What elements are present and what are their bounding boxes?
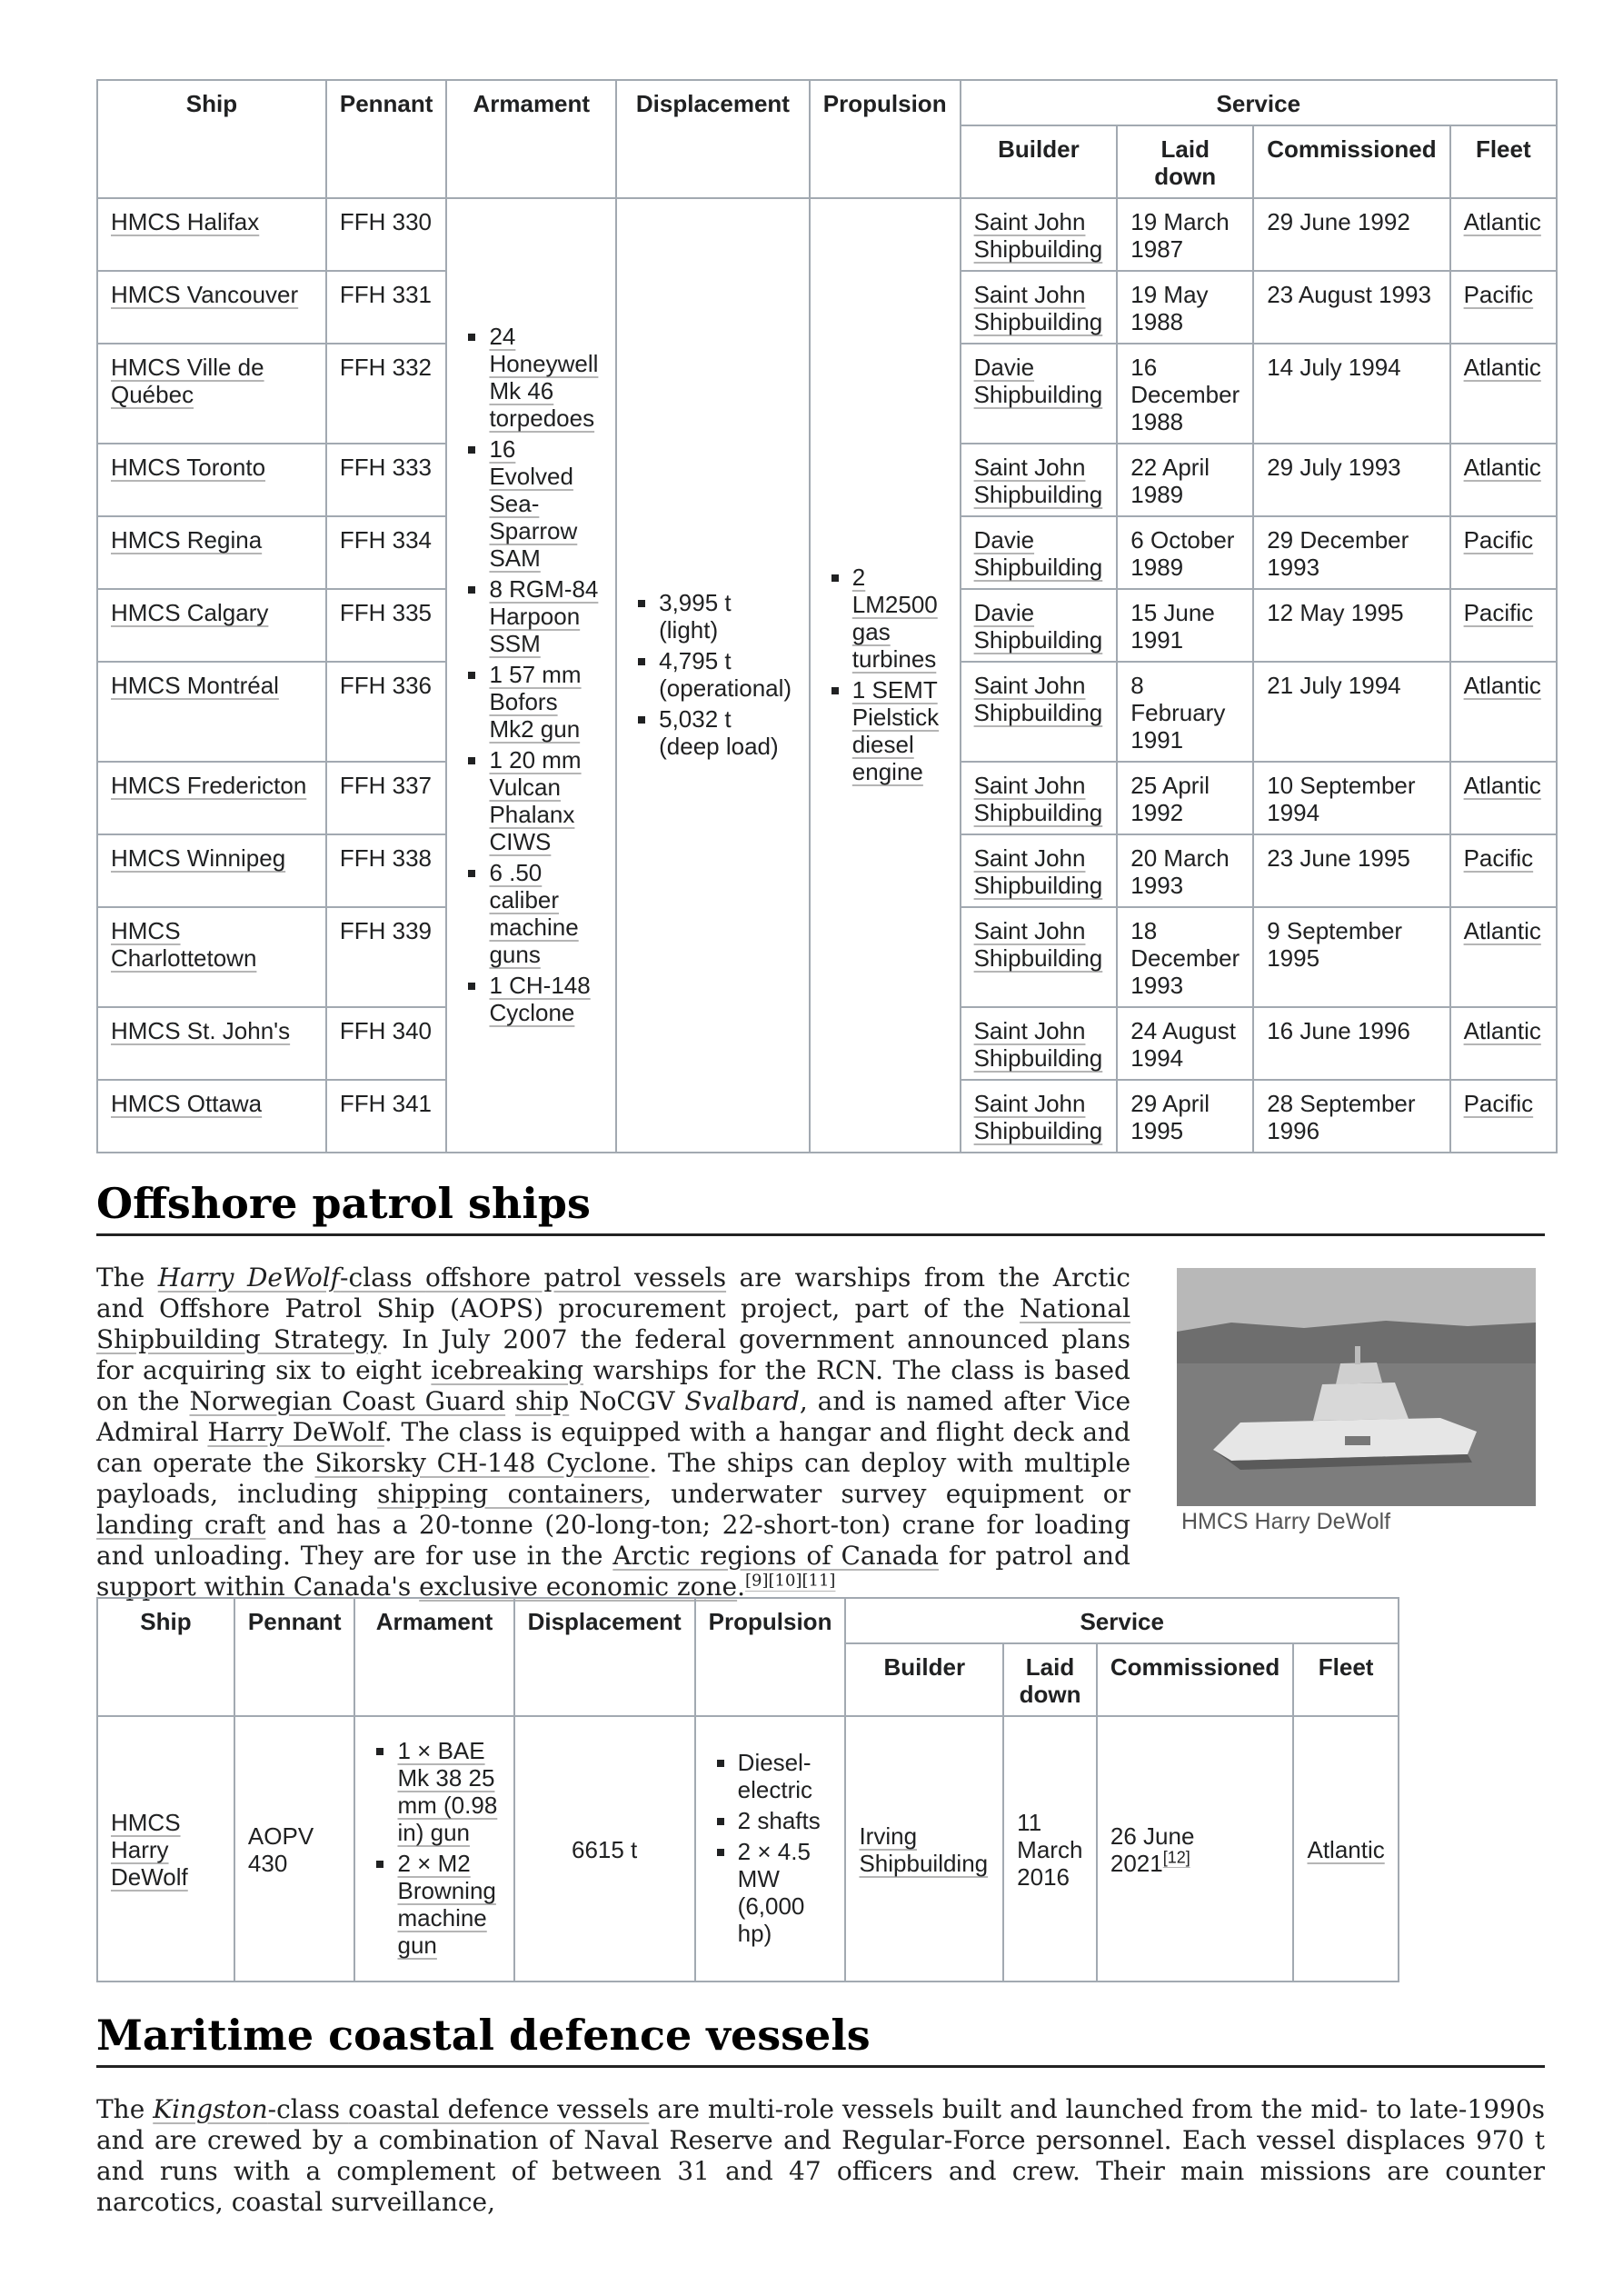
ship-link[interactable]: HMCS Montréal: [111, 672, 279, 699]
reference-link[interactable]: [9][10][11]: [745, 1571, 836, 1591]
list-item: ▪ 4,795 t (operational): [659, 647, 796, 702]
commissioned-cell: 29 June 1992: [1253, 198, 1449, 271]
pennant-cell: FFH 335: [326, 589, 447, 662]
ship-link[interactable]: HMCS Ottawa: [111, 1090, 263, 1117]
laid-down-cell: 6 October 1989: [1117, 516, 1253, 589]
fleet-link[interactable]: Atlantic: [1463, 208, 1541, 235]
ship-link[interactable]: HMCS Regina: [111, 526, 263, 554]
pennant-cell: FFH 337: [326, 762, 447, 834]
commissioned-cell: 28 September 1996: [1253, 1080, 1449, 1153]
fleet-link[interactable]: Atlantic: [1463, 672, 1541, 699]
builder-link[interactable]: Saint John Shipbuilding: [973, 672, 1103, 726]
list-item: ▪ 1 CH-148 Cyclone: [489, 972, 602, 1026]
coastal-paragraph: The Kingston-class coastal defence vessels are multi-role vessels built and launched from the mid- to late-1990s and are crewed by a combination of Naval Reserve and Regular-Force personnel. Each vessel displaces 970 t and runs with a complement of between 31 and 47 officers and crew. Their main missions are counter narcotics, coastal surveillance,: [96, 2094, 1545, 2217]
ship-link[interactable]: HMCS Vancouver: [111, 281, 299, 308]
col-header-fleet: Fleet: [1450, 125, 1557, 198]
commissioned-cell: 23 June 1995: [1253, 834, 1449, 907]
heading-rule: [96, 1233, 1545, 1236]
propulsion-cell: [695, 1716, 846, 1982]
col-header-fleet: Fleet: [1293, 1643, 1399, 1716]
heading-rule: [96, 2065, 1545, 2068]
list-item: ▪ 1 SEMT Pielstick diesel engine: [852, 676, 947, 785]
fleet-link[interactable]: Atlantic: [1463, 772, 1541, 799]
col-header-ship: Ship: [97, 1598, 234, 1716]
armament-cell: [354, 1716, 513, 1982]
pennant-cell: FFH 330: [326, 198, 447, 271]
col-header-service: Service: [961, 80, 1557, 125]
pennant-cell: AOPV 430: [234, 1716, 355, 1982]
frigate-table: [96, 79, 1558, 1153]
pennant-cell: FFH 339: [326, 907, 447, 1007]
list-item: ▪ 2 shafts: [738, 1807, 832, 1834]
ship-link[interactable]: HMCS Halifax: [111, 208, 260, 235]
builder-link[interactable]: Saint John Shipbuilding: [973, 454, 1103, 508]
builder-link[interactable]: Saint John Shipbuilding: [973, 844, 1103, 899]
col-header-ship: Ship: [97, 80, 326, 198]
table-row: [97, 198, 1557, 271]
commissioned-cell: 12 May 1995: [1253, 589, 1449, 662]
section-heading-offshore: Offshore patrol ships: [96, 1179, 591, 1228]
col-header-builder: Builder: [961, 125, 1118, 198]
builder-link[interactable]: Davie Shipbuilding: [973, 354, 1103, 408]
col-header-pennant: Pennant: [234, 1598, 355, 1716]
pennant-cell: FFH 332: [326, 344, 447, 444]
commissioned-cell: 26 June 2021[12]: [1097, 1716, 1293, 1982]
list-item: ▪ 5,032 t (deep load): [659, 705, 796, 760]
table-row: [97, 1716, 1399, 1982]
pennant-cell: FFH 334: [326, 516, 447, 589]
laid-down-cell: 8 February 1991: [1117, 662, 1253, 762]
displacement-cell: [616, 198, 810, 1153]
fleet-link[interactable]: Atlantic: [1463, 454, 1541, 481]
builder-link[interactable]: Saint John Shipbuilding: [973, 772, 1103, 826]
commissioned-cell: 16 June 1996: [1253, 1007, 1449, 1080]
commissioned-cell: 29 July 1993: [1253, 444, 1449, 516]
list-item: ▪ 3,995 t (light): [659, 589, 796, 644]
laid-down-cell: 15 June 1991: [1117, 589, 1253, 662]
fleet-link[interactable]: Atlantic: [1463, 354, 1541, 381]
laid-down-cell: 11 March 2016: [1003, 1716, 1097, 1982]
list-item: ▪ 24 Honeywell Mk 46 torpedoes: [489, 323, 602, 432]
laid-down-cell: 22 April 1989: [1117, 444, 1253, 516]
col-header-armament: Armament: [354, 1598, 513, 1716]
commissioned-cell: 9 September 1995: [1253, 907, 1449, 1007]
list-item: ▪ 2 LM2500 gas turbines: [852, 564, 947, 673]
builder-link[interactable]: Irving Shipbuilding: [859, 1822, 989, 1877]
builder-link[interactable]: Saint John Shipbuilding: [973, 917, 1103, 972]
armament-cell: [446, 198, 616, 1153]
laid-down-cell: 25 April 1992: [1117, 762, 1253, 834]
list-item: ▪ 1 57 mm Bofors Mk2 gun: [489, 661, 602, 743]
ship-photo-image: [1177, 1268, 1536, 1506]
builder-link[interactable]: Saint John Shipbuilding: [973, 281, 1103, 335]
pennant-cell: FFH 336: [326, 662, 447, 762]
ship-link[interactable]: HMCS St. John's: [111, 1017, 291, 1044]
ship-link[interactable]: HMCS Charlottetown: [111, 917, 257, 972]
list-item: ▪ Diesel-electric: [738, 1749, 832, 1803]
builder-link[interactable]: Saint John Shipbuilding: [973, 208, 1103, 263]
list-item: ▪ 6 .50 caliber machine guns: [489, 859, 602, 968]
col-header-commissioned: Commissioned: [1253, 125, 1449, 198]
commissioned-cell: 21 July 1994: [1253, 662, 1449, 762]
pennant-cell: FFH 333: [326, 444, 447, 516]
fleet-link[interactable]: Pacific: [1463, 844, 1534, 872]
fleet-link[interactable]: Pacific: [1463, 526, 1534, 554]
list-item: ▪ 8 RGM-84 Harpoon SSM: [489, 575, 602, 657]
list-item: ▪ 2 × 4.5 MW (6,000 hp): [738, 1838, 832, 1947]
col-header-propulsion: Propulsion: [810, 80, 961, 198]
builder-link[interactable]: Saint John Shipbuilding: [973, 1090, 1103, 1144]
offshore-paragraph: The Harry DeWolf-class offshore patrol vessels are warships from the Arctic and Offshore Patrol Ship (AOPS) procurement project, part of the National Shipbuilding Strategy. In July 2007 the federal government announced plans for acquiring six to eight icebreaking warships for the RCN. The class is based on the Norwegian Coast Guard ship NoCGV Svalbard, and is named after Vice Admiral Harry DeWolf. The class is equipped with a hangar and flight deck and can operate the Sikorsky CH-148 Cyclone. The ships can deploy with multiple payloads, including shipping containers, underwater survey equipment or landing craft and has a 20-tonne (20-long-ton; 22-short-ton) crane for loading and unloading. They are for use in the Arctic regions of Canada for patrol and support within Canada's exclusive economic zone.[9][10][11]: [96, 1263, 1131, 1602]
ship-link[interactable]: HMCS Fredericton: [111, 772, 307, 799]
col-header-commissioned: Commissioned: [1097, 1643, 1293, 1716]
fleet-link[interactable]: Atlantic: [1463, 917, 1541, 944]
col-header-laid-down: Laid down: [1003, 1643, 1097, 1716]
laid-down-cell: 20 March 1993: [1117, 834, 1253, 907]
pennant-cell: FFH 338: [326, 834, 447, 907]
col-header-laid-down: Laid down: [1117, 125, 1253, 198]
commissioned-cell: 23 August 1993: [1253, 271, 1449, 344]
ship-link[interactable]: HMCS Winnipeg: [111, 844, 286, 872]
commissioned-cell: 29 December 1993: [1253, 516, 1449, 589]
laid-down-cell: 19 May 1988: [1117, 271, 1253, 344]
ship-link[interactable]: HMCS Calgary: [111, 599, 269, 626]
col-header-displacement: Displacement: [616, 80, 810, 198]
reference-link[interactable]: [12]: [1162, 1848, 1190, 1867]
list-item: ▪ 2 × M2 Browning machine gun: [397, 1850, 500, 1959]
photo-caption: HMCS Harry DeWolf: [1181, 1509, 1391, 1534]
builder-link[interactable]: Davie Shipbuilding: [973, 599, 1103, 654]
list-item: ▪ 1 × BAE Mk 38 25 mm (0.98 in) gun: [397, 1737, 500, 1846]
fleet-link[interactable]: Atlantic: [1463, 1017, 1541, 1044]
ship-link[interactable]: HMCS Toronto: [111, 454, 266, 481]
section-heading-coastal: Maritime coastal defence vessels: [96, 2011, 871, 2060]
fleet-link[interactable]: Atlantic: [1307, 1836, 1385, 1863]
laid-down-cell: 29 April 1995: [1117, 1080, 1253, 1153]
builder-link[interactable]: Saint John Shipbuilding: [973, 1017, 1103, 1072]
builder-link[interactable]: Davie Shipbuilding: [973, 526, 1103, 581]
ship-link[interactable]: HMCS Ville de Québec: [111, 354, 264, 408]
propulsion-cell: [810, 198, 961, 1153]
col-header-armament: Armament: [446, 80, 616, 198]
commissioned-cell: 10 September 1994: [1253, 762, 1449, 834]
laid-down-cell: 16 December 1988: [1117, 344, 1253, 444]
laid-down-cell: 19 March 1987: [1117, 198, 1253, 271]
col-header-displacement: Displacement: [514, 1598, 695, 1716]
col-header-service: Service: [845, 1598, 1399, 1643]
pennant-cell: FFH 331: [326, 271, 447, 344]
list-item: ▪ 1 20 mm Vulcan Phalanx CIWS: [489, 746, 602, 855]
ship-link[interactable]: HMCS Harry DeWolf: [111, 1809, 188, 1891]
displacement-cell: 6615 t: [514, 1716, 695, 1982]
commissioned-cell: 14 July 1994: [1253, 344, 1449, 444]
fleet-link[interactable]: Pacific: [1463, 599, 1534, 626]
col-header-builder: Builder: [845, 1643, 1003, 1716]
ship-photo[interactable]: [1177, 1268, 1536, 1506]
pennant-cell: FFH 341: [326, 1080, 447, 1153]
col-header-propulsion: Propulsion: [695, 1598, 846, 1716]
aopv-table: [96, 1597, 1399, 1982]
pennant-cell: FFH 340: [326, 1007, 447, 1080]
fleet-link[interactable]: Pacific: [1463, 1090, 1534, 1117]
list-item: ▪ 16 Evolved Sea-Sparrow SAM: [489, 435, 602, 572]
laid-down-cell: 24 August 1994: [1117, 1007, 1253, 1080]
laid-down-cell: 18 December 1993: [1117, 907, 1253, 1007]
col-header-pennant: Pennant: [326, 80, 447, 198]
fleet-link[interactable]: Pacific: [1463, 281, 1534, 308]
